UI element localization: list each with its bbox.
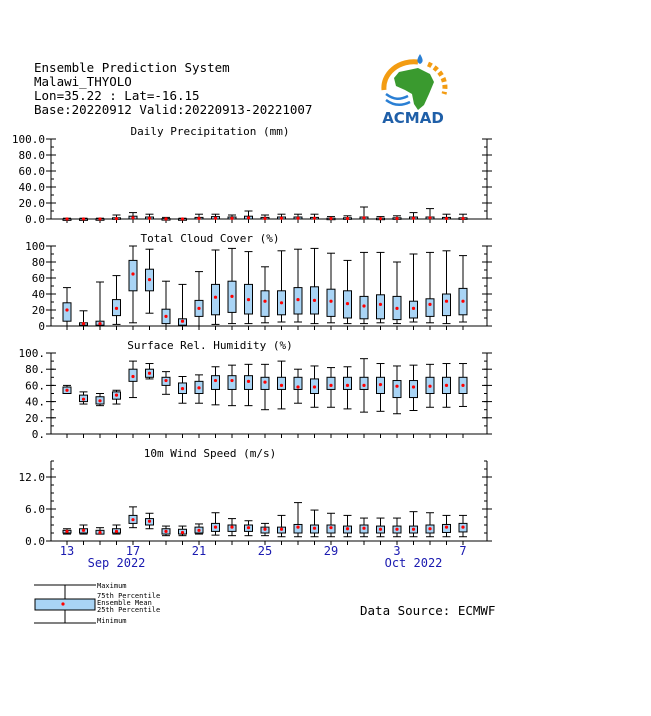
mean-marker	[230, 295, 233, 298]
header-dates: Base:20220912 Valid:20220913-20221007	[34, 102, 313, 117]
mean-marker	[412, 528, 415, 531]
mean-marker	[461, 384, 464, 387]
y-tick-label: 100.	[18, 347, 45, 360]
mean-marker	[379, 383, 382, 386]
mean-marker	[395, 307, 398, 310]
mean-marker	[148, 372, 151, 375]
mean-marker	[313, 299, 316, 302]
mean-marker	[280, 384, 283, 387]
mean-marker	[115, 394, 118, 397]
x-day-label: 29	[323, 544, 339, 558]
legend-maximum: Maximum	[97, 582, 127, 590]
y-tick-label: 100	[25, 240, 45, 253]
mean-marker	[313, 217, 316, 220]
y-tick-label: 20.	[25, 411, 45, 425]
mean-marker	[346, 527, 349, 530]
iqr-box	[63, 303, 71, 321]
y-tick-label: 40.0	[18, 181, 45, 194]
mean-marker	[131, 272, 134, 275]
y-tick-label: 0.0	[25, 535, 45, 548]
mean-marker	[362, 527, 365, 530]
mean-marker	[164, 315, 167, 318]
y-tick-label: 12.0	[18, 471, 45, 484]
mean-marker	[131, 518, 134, 521]
y-tick-label: 80	[31, 256, 45, 269]
legend-75th: 75th Percentile	[97, 592, 161, 600]
mean-marker	[412, 385, 415, 388]
mean-marker	[362, 216, 365, 219]
y-tick-label: 80.	[25, 363, 45, 377]
y-tick-label: 60	[31, 272, 45, 285]
iqr-box	[426, 299, 434, 317]
mean-marker	[65, 389, 68, 392]
mean-marker	[329, 526, 332, 529]
mean-marker	[395, 385, 398, 388]
mean-marker	[98, 217, 101, 220]
iqr-box	[410, 381, 418, 398]
mean-marker	[280, 301, 283, 304]
data-source: Data Source: ECMWF	[360, 603, 496, 618]
mean-marker	[428, 385, 431, 388]
panel-title: Total Cloud Cover (%)	[140, 232, 280, 245]
y-tick-label: 6.0	[25, 503, 45, 516]
x-day-label: 3	[393, 544, 401, 558]
mean-marker	[247, 380, 250, 383]
mean-marker	[65, 530, 68, 533]
mean-marker	[115, 530, 118, 533]
mean-marker	[247, 298, 250, 301]
mean-marker	[65, 217, 68, 220]
mean-marker	[181, 387, 184, 390]
mean-marker	[428, 527, 431, 530]
header-coordinates: Lon=35.22 : Lat=-16.15	[34, 88, 200, 103]
mean-marker	[263, 217, 266, 220]
mean-marker	[214, 217, 217, 220]
y-tick-label: 100.0	[11, 133, 45, 146]
mean-marker	[263, 528, 266, 531]
mean-marker	[82, 322, 85, 325]
legend	[34, 583, 194, 627]
mean-marker	[412, 217, 415, 220]
mean-marker	[313, 385, 316, 388]
mean-marker	[197, 529, 200, 532]
panel-title: Daily Precipitation (mm)	[130, 125, 290, 138]
mean-marker	[445, 526, 448, 529]
mean-marker	[164, 379, 167, 382]
mean-marker	[379, 217, 382, 220]
mean-marker	[346, 302, 349, 305]
iqr-box	[212, 284, 220, 314]
mean-marker	[296, 385, 299, 388]
x-day-label: 13	[59, 544, 75, 558]
y-tick-label: 40.	[25, 395, 45, 409]
mean-marker	[461, 217, 464, 220]
iqr-box	[327, 377, 335, 389]
panel-title: Surface Rel. Humidity (%)	[127, 339, 293, 352]
mean-marker	[445, 300, 448, 303]
mean-marker	[280, 528, 283, 531]
mean-marker	[346, 217, 349, 220]
x-day-label: 21	[191, 544, 207, 558]
mean-marker	[329, 217, 332, 220]
mean-marker	[263, 300, 266, 303]
iqr-box	[393, 381, 401, 398]
mean-marker	[98, 399, 101, 402]
mean-marker	[280, 217, 283, 220]
iqr-box	[212, 376, 220, 390]
mean-marker	[230, 526, 233, 529]
x-day-label: 25	[257, 544, 273, 558]
mean-marker	[197, 307, 200, 310]
header-location: Malawi_THYOLO	[34, 74, 132, 89]
mean-marker	[82, 529, 85, 532]
legend-minimum: Minimum	[97, 617, 127, 625]
y-tick-label: 0	[38, 320, 45, 333]
mean-marker	[82, 217, 85, 220]
mean-marker	[181, 217, 184, 220]
mean-marker	[296, 526, 299, 529]
mean-marker	[428, 303, 431, 306]
y-tick-label: 60.0	[18, 165, 45, 178]
mean-marker	[98, 322, 101, 325]
mean-marker	[214, 526, 217, 529]
mean-marker	[247, 216, 250, 219]
mean-marker	[164, 217, 167, 220]
mean-marker	[329, 384, 332, 387]
x-month-label: Sep 2022	[87, 556, 146, 570]
x-day-label: 7	[459, 544, 467, 558]
mean-marker	[214, 379, 217, 382]
mean-marker	[230, 379, 233, 382]
y-tick-label: 20	[31, 304, 45, 317]
mean-marker	[313, 527, 316, 530]
y-tick-label: 80.0	[18, 149, 45, 162]
mean-marker	[131, 375, 134, 378]
mean-marker	[115, 217, 118, 220]
iqr-box	[261, 291, 269, 317]
mean-marker	[181, 531, 184, 534]
mean-marker	[296, 298, 299, 301]
mean-marker	[197, 217, 200, 220]
x-month-label: Oct 2022	[384, 556, 443, 570]
mean-marker	[164, 530, 167, 533]
iqr-box	[344, 377, 352, 389]
iqr-box	[228, 376, 236, 390]
mean-marker	[197, 386, 200, 389]
mean-marker	[395, 528, 398, 531]
mean-marker	[148, 217, 151, 220]
mean-marker	[461, 526, 464, 529]
mean-marker	[379, 303, 382, 306]
iqr-box	[360, 377, 368, 389]
mean-marker	[412, 307, 415, 310]
y-tick-label: 40	[31, 288, 45, 301]
mean-marker	[461, 300, 464, 303]
mean-marker	[379, 528, 382, 531]
legend-box-glyph	[34, 583, 104, 627]
mean-marker	[445, 217, 448, 220]
iqr-box	[443, 294, 451, 316]
y-tick-label: 60.	[25, 379, 45, 393]
mean-marker	[115, 307, 118, 310]
mean-marker	[82, 398, 85, 401]
iqr-box	[377, 295, 385, 319]
mean-marker	[346, 384, 349, 387]
mean-marker	[98, 531, 101, 534]
mean-marker	[148, 278, 151, 281]
mean-marker	[131, 216, 134, 219]
legend-mean: Ensemble Mean	[97, 599, 152, 607]
panel-title: 10m Wind Speed (m/s)	[143, 447, 277, 460]
y-tick-label: 0.	[31, 428, 45, 441]
mean-marker	[263, 381, 266, 384]
mean-marker	[214, 296, 217, 299]
mean-marker	[65, 308, 68, 311]
mean-marker	[148, 520, 151, 523]
mean-marker	[247, 526, 250, 529]
header-system: Ensemble Prediction System	[34, 60, 230, 75]
mean-marker	[362, 384, 365, 387]
logo-text: ACMAD	[382, 109, 444, 126]
legend-25th: 25th Percentile	[97, 606, 161, 614]
mean-marker	[181, 320, 184, 323]
mean-marker	[329, 300, 332, 303]
mean-marker	[362, 304, 365, 307]
y-tick-label: 20.0	[18, 197, 45, 210]
mean-marker	[395, 217, 398, 220]
y-tick-label: 0.0	[25, 213, 45, 226]
mean-marker	[230, 217, 233, 220]
iqr-box	[327, 289, 335, 316]
x-day-label: 17	[125, 544, 141, 558]
mean-marker	[428, 216, 431, 219]
mean-marker	[445, 384, 448, 387]
iqr-box	[278, 377, 286, 389]
mean-marker	[296, 217, 299, 220]
